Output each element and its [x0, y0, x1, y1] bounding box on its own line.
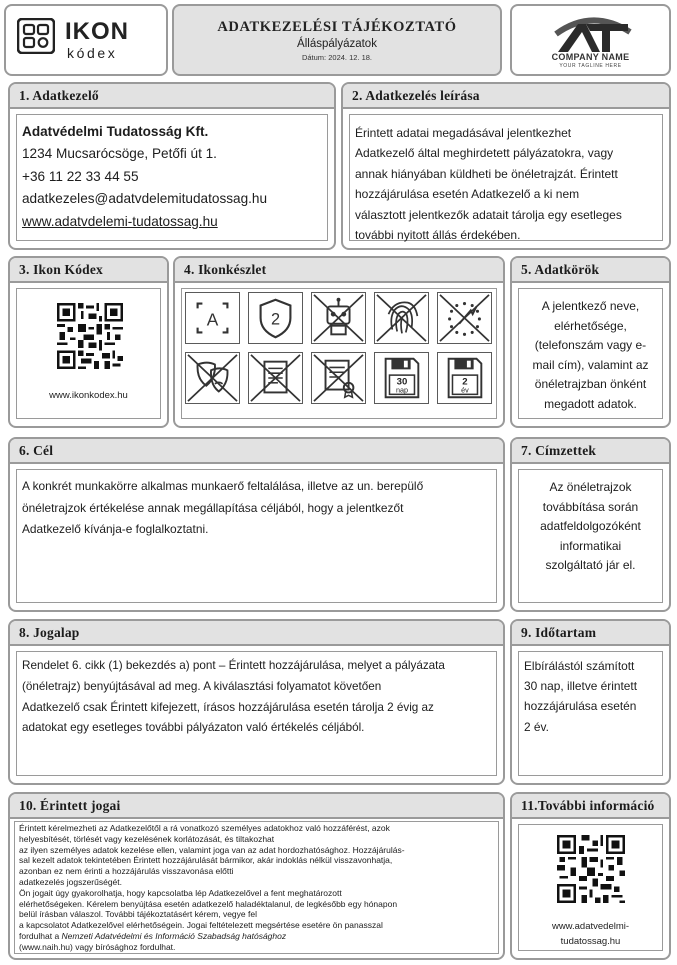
rights-line: adatkezelés jogszerűségét. [19, 876, 123, 887]
logo-panel [4, 4, 168, 76]
rights-line: elérhetőségeken. Kérelem benyújtása esetén adatkezelő haladéktalanul, de legkésőbb egy hónapon [19, 898, 398, 909]
recipients-line: Az önéletrajzok [549, 480, 632, 494]
svg-text:A: A [206, 309, 219, 330]
purpose-line: önéletrajzok értékelése annak megállapítása céljából, hogy a jelentkezőt [22, 500, 404, 515]
rights-line: Érintett kérelmezheti az Adatkezelőtől a rá vonatkozó személyes adatokhoz való hozzáférést, azok [19, 823, 390, 833]
a-icon [185, 292, 240, 344]
section-heading: 1. Adatkezelő [10, 84, 334, 109]
section-heading: 8. Jogalap [10, 621, 503, 646]
rights-line: (www.naih.hu) vagy bírósághoz fordulhat. [19, 941, 176, 952]
svg-text:2: 2 [270, 310, 281, 329]
svg-text:év: év [461, 385, 469, 395]
controller-address: 1234 Mucsarócsöge, Petőfi út 1. [22, 146, 217, 162]
rights-line: Ön jogait úgy gyakorolhatja, hogy kapcsolatba lép Adatkezelővel a fent meghatározott [19, 887, 342, 898]
section-content [518, 824, 663, 951]
section-cimzettek [510, 437, 671, 612]
svg-text:nap: nap [395, 385, 408, 395]
section-cel [8, 437, 505, 612]
section-content [518, 469, 663, 603]
section-heading: 10. Érintett jogai [10, 794, 503, 819]
section-content [16, 114, 328, 241]
description-line: hozzájárulása esetén Adatkezelő a ki nem [355, 187, 580, 202]
recipients-line: informatikai [559, 538, 622, 553]
section-content [518, 288, 663, 419]
rights-line: fordulhat a Nemzeti Adatvédelmi és Információ Szabadság hatósághoz [19, 930, 287, 941]
section-heading: 4. Ikonkészlet [175, 258, 503, 283]
data-scope-line: mail cím), valamint az [532, 357, 649, 372]
section-adatkezeles-leirasa [341, 82, 671, 250]
company-logo-icon [550, 12, 634, 54]
section-heading: 3. Ikon Kódex [10, 258, 167, 283]
purpose-line: A konkrét munkakörre alkalmas munkaerő feltalálása, illetve az un. berepülő [22, 479, 424, 493]
section-ikonkeszlet [173, 256, 505, 428]
legal-basis-line: adatokat egy esetleges további pályázaton való értékelés céljából. [22, 721, 365, 735]
section-heading: 2. Adatkezelés leírása [343, 84, 669, 109]
page-subtitle: Álláspályázatok [297, 38, 377, 50]
document-date: Dátum: 2024. 12. 18. [301, 53, 373, 62]
description-line: annak hiányában küldheti be önéletrajzát. Érintett [355, 166, 618, 181]
eu-crossed-icon [437, 292, 492, 344]
section-content [14, 821, 499, 954]
logo-subtitle: kódex [67, 45, 118, 61]
controller-phone: +36 11 22 33 44 55 [22, 168, 139, 184]
section-idotartam [510, 619, 671, 785]
certificate-crossed-icon [311, 352, 366, 404]
section-content [16, 469, 497, 603]
controller-name: Adatvédelmi Tudatosság Kft. [22, 124, 209, 139]
data-scope-line: (telefonszám vagy e- [534, 338, 647, 353]
section-tovabbi-informacio [510, 792, 671, 960]
data-scope-line: A jelentkező neve, [541, 299, 640, 313]
section-adatkorok [510, 256, 671, 428]
section-content [349, 114, 663, 241]
ikon-kodex-logo-icon [17, 18, 55, 54]
masks-crossed-icon [185, 352, 240, 404]
rights-line: sal kezelt adatok tekintetében Érintett hozzájárulását bármikor, akár indoklás nélkül visszavonhatja, [19, 855, 393, 866]
qr-code-icon [57, 303, 123, 369]
authority-name: Nemzeti Adatvédelmi és Információ Szabadság hatósághoz [61, 930, 287, 941]
company-name: COMPANY NAME [551, 52, 630, 62]
company-logo-panel [510, 4, 671, 76]
description-line: Adatkezelő által meghirdetett pályázatokra, vagy [355, 146, 614, 161]
section-erintett-jogai [8, 792, 505, 960]
section-content [16, 651, 497, 776]
title-panel [172, 4, 502, 76]
controller-website-link[interactable]: www.adatvdelemi-tudatossag.hu [22, 213, 218, 229]
ikonkodex-url-link[interactable]: www.ikonkodex.hu [49, 390, 128, 401]
rights-line: helyesbítését, törlését vagy kezelésének korlátozását, és tiltakozhat [19, 833, 275, 844]
robot-crossed-icon [311, 292, 366, 344]
section-heading: 7. Címzettek [512, 439, 669, 464]
purpose-line: Adatkezelő kívánja-e foglalkoztatni. [22, 522, 209, 537]
recipients-line: szolgáltató jár el. [545, 558, 636, 573]
svg-text:2: 2 [462, 376, 468, 388]
company-tagline: YOUR TAGLINE HERE [559, 63, 622, 69]
floppy-2-icon [437, 352, 492, 404]
svg-text:30: 30 [396, 376, 408, 388]
shield-2-icon [248, 292, 303, 344]
description-line: Érintett adatai megadásával jelentkezhet [355, 126, 572, 140]
description-line: további nyitott állás érdekében. [355, 228, 521, 243]
description-line: választott jelentkezők adatait tárolja egy esetleges [355, 207, 622, 222]
icon-set-grid [181, 288, 497, 419]
qr-code-icon [557, 835, 625, 903]
section-content [518, 651, 663, 776]
rights-line: belül írásban válaszol. További tájékoztatásért kérem, vegye fel [19, 909, 257, 920]
data-scope-line: önéletrajzban önként [534, 377, 647, 392]
page-title: ADATKEZELÉSI TÁJÉKOZTATÓ [217, 19, 457, 35]
document-crossed-icon [248, 352, 303, 404]
duration-line: 2 év. [524, 719, 549, 734]
section-heading: 11.További információ [512, 794, 669, 819]
legal-basis-line: (önéletrajz) benyújtásával ad meg. A kiválasztási folyamatot követően [22, 679, 382, 693]
data-scope-line: elérhetősége, [554, 318, 627, 333]
rights-line: azonban ez nem érinti a hozzájárulás visszavonása előtti [19, 866, 234, 877]
rights-line: az ilyen személyes adatok kezelése ellen, valamint joga van az adat hordozhatósághoz. Hozzájárulás- [19, 844, 405, 855]
recipients-line: továbbítása során [542, 499, 639, 514]
more-info-url-link[interactable]: www.adatvedelmi- tudatossag.hu [551, 921, 630, 947]
section-adatkezelo [8, 82, 336, 250]
section-jogalap [8, 619, 505, 785]
recipients-line: adatfeldolgozóként [540, 519, 641, 534]
legal-basis-line: Adatkezelő csak Érintett kifejezett, írásos hozzájárulása esetén tárolja 2 évig az [22, 700, 434, 714]
section-heading: 6. Cél [10, 439, 503, 464]
fingerprint-crossed-icon [374, 292, 429, 344]
logo-name: IKON [65, 18, 129, 45]
section-ikon-kodex [8, 256, 169, 428]
controller-email[interactable]: adatkezeles@adatvdelemitudatossag.hu [22, 191, 268, 207]
section-content [16, 288, 161, 419]
rights-line: a kapcsolatot Adatkezelővel elérhetőségein. Jogai feltételezett megsértése esetére ön panasszal [19, 920, 383, 931]
legal-basis-line: Rendelet 6. cikk (1) bekezdés a) pont – Érintett hozzájárulása, melyet a pályázata [22, 659, 445, 672]
section-heading: 5. Adatkörök [512, 258, 669, 283]
duration-line: 30 nap, illetve érintett [524, 679, 638, 694]
section-heading: 9. Időtartam [512, 621, 669, 646]
floppy-30-icon [374, 352, 429, 404]
duration-line: Elbírálástól számított [524, 659, 635, 673]
data-scope-line: megadott adatok. [544, 396, 637, 411]
duration-line: hozzájárulása esetén [524, 699, 637, 714]
